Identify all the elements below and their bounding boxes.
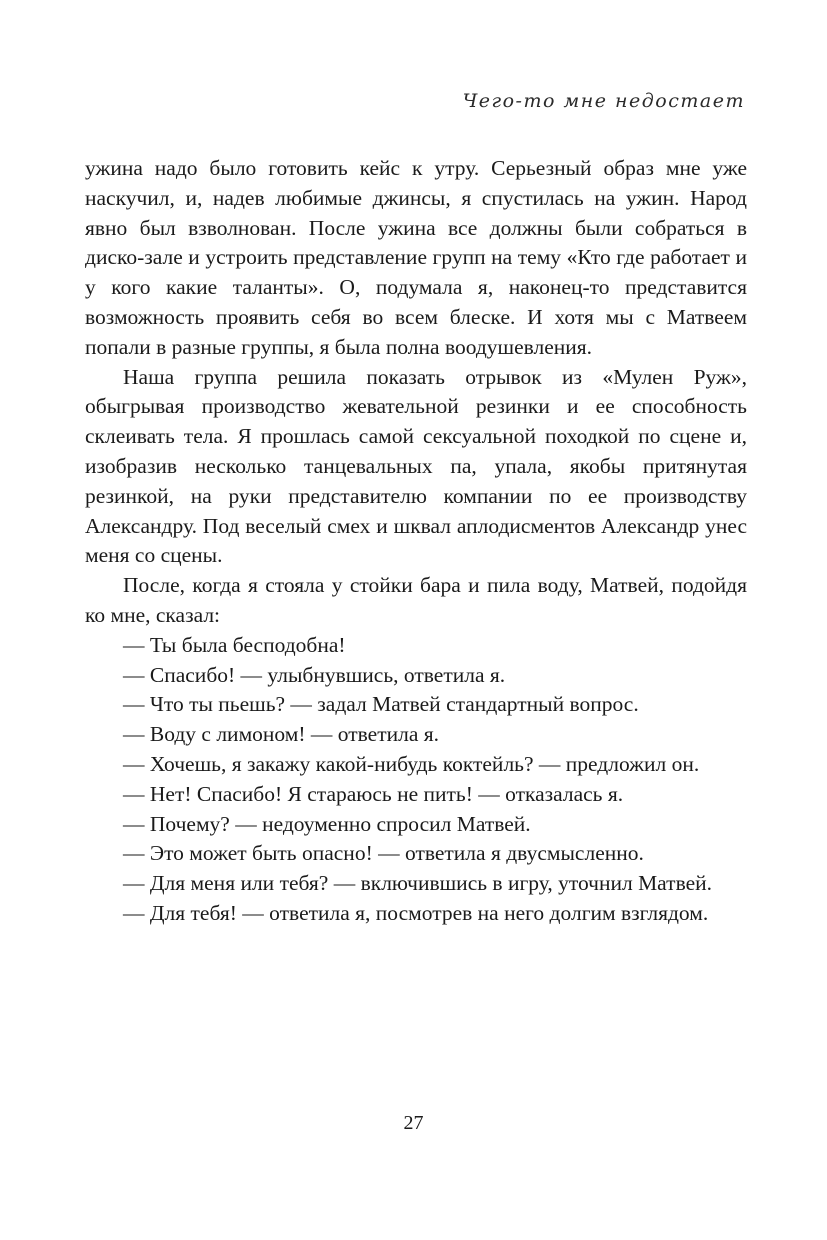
paragraph: — Нет! Спасибо! Я стараюсь не пить! — отказалась я. <box>123 781 624 806</box>
page-text <box>85 154 747 929</box>
paragraph: Наша группа решила показать отрывок из «Мулен Руж», обыгрывая производство жевательной резинки и ее способность склеивать тела. Я прошлась самой сексуальной походкой по сцене и, изобразив несколько танцевальных па, упала, якобы притянутая резинкой, на руки представителю компании по ее производству Александру. Под веселый смех и шквал аплодисментов Александр унес меня со сцены. <box>85 364 747 568</box>
paragraph: — Воду с лимоном! — ответила я. <box>123 722 440 747</box>
paragraph: — Для тебя! — ответила я, посмотрев на него долгим взглядом. <box>123 900 709 925</box>
paragraph: — Что ты пьешь? — задал Матвей стандартный вопрос. <box>123 692 639 717</box>
paragraph: — Спасибо! — улыбнувшись, ответила я. <box>123 662 506 687</box>
paragraph: — Ты была бесподобна! <box>123 632 346 657</box>
paragraph: После, когда я стояла у стойки бара и пила воду, Матвей, подойдя ко мне, сказал: <box>85 573 747 627</box>
page-number: 27 <box>403 1112 424 1134</box>
paragraph: — Это может быть опасно! — ответила я двусмысленно. <box>123 841 644 866</box>
running-title: Чего-то мне недостает <box>462 90 745 112</box>
paragraph: — Для меня или тебя? — включившись в игру, уточнил Матвей. <box>123 871 713 896</box>
paragraph: — Хочешь, я закажу какой-нибудь коктейль? — предложил он. <box>123 751 700 776</box>
paragraph: — Почему? — недоуменно спросил Матвей. <box>123 811 531 836</box>
paragraph: ужина надо было готовить кейс к утру. Серьезный образ мне уже наскучил, и, надев любимые джинсы, я спустилась на ужин. Народ явно был взволнован. После ужина все должны были собраться в диско-зале и устроить представление групп на тему «Кто где работает и у кого какие таланты». О, подумала я, наконец-то представится возможность проявить себя во всем блеске. И хотя мы с Матвеем попали в разные группы, я была полна воодушевления. <box>85 156 747 359</box>
